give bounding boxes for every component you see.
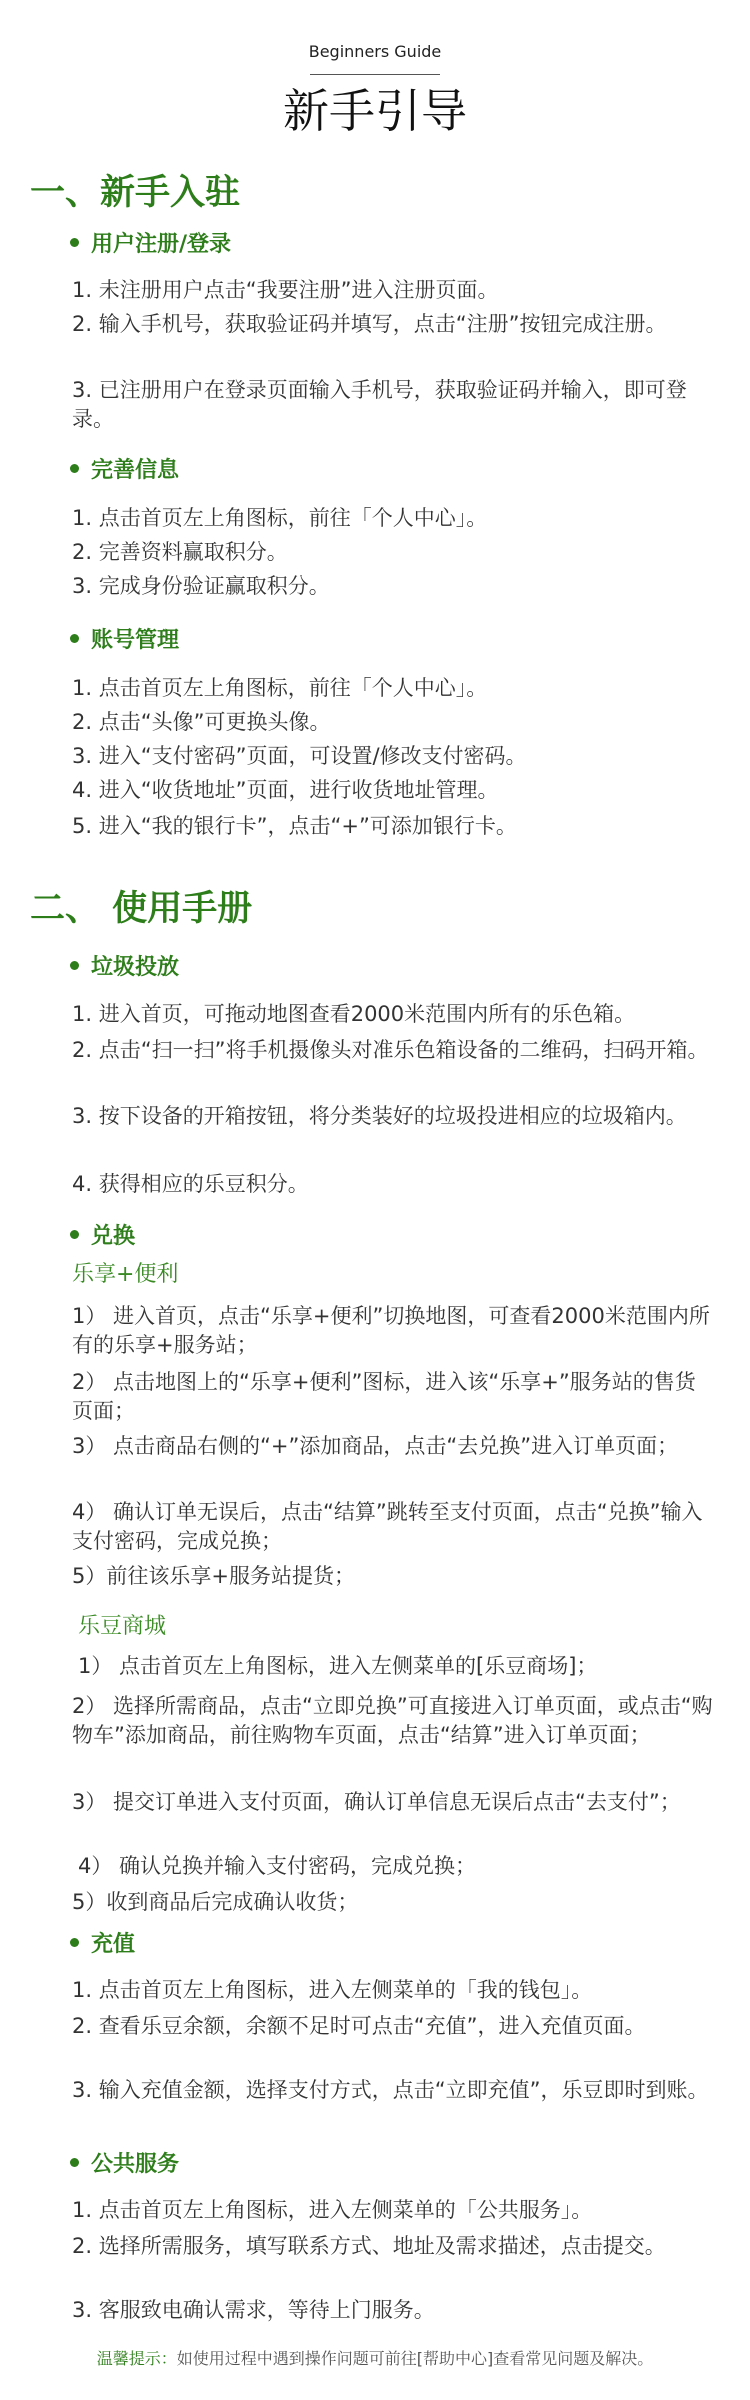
list-item: 1. 点击首页左上角图标，前往「个人中心」。 xyxy=(72,506,488,530)
page-title: 新手引导 xyxy=(283,84,467,138)
title-divider xyxy=(310,74,440,75)
list-item: 2. 点击“头像”可更换头像。 xyxy=(72,710,331,734)
list-item: 3. 进入“支付密码”页面，可设置/修改支付密码。 xyxy=(72,744,527,768)
list-item: 4. 进入“收货地址”页面，进行收货地址管理。 xyxy=(72,778,499,802)
subheading-profile-label: 完善信息 xyxy=(91,458,180,483)
subheading-ledou: 乐豆商城 xyxy=(78,1614,167,1639)
bullet-dot xyxy=(70,2158,79,2167)
tip-text: 如使用过程中遇到操作问题可前往[帮助中心]查看常见问题及解决。 xyxy=(176,2349,654,2368)
list-item: 4） 确认订单无误后，点击“结算”跳转至支付页面，点击“兑换”输入支付密码，完成兑换； xyxy=(72,1500,703,1553)
subheading-recharge-label: 充值 xyxy=(91,1932,136,1957)
subheading-recharge xyxy=(70,1930,135,1960)
subheading-public xyxy=(70,2150,179,2180)
list-item: 5）收到商品后完成确认收货； xyxy=(72,1890,359,1914)
section-heading-1: 一、新手入驻 xyxy=(30,173,241,213)
list-item: 1. 未注册用户点击“我要注册”进入注册页面。 xyxy=(72,278,499,302)
list-item: 1） 点击首页左上角图标，进入左侧菜单的[乐豆商场]； xyxy=(78,1654,598,1678)
list-item: 3. 已注册用户在登录页面输入手机号，获取验证码并输入，即可登录。 xyxy=(72,378,687,431)
list-item: 3. 客服致电确认需求，等待上门服务。 xyxy=(72,2298,435,2322)
list-item: 2. 选择所需服务，填写联系方式、地址及需求描述，点击提交。 xyxy=(72,2234,666,2258)
list-item: 2. 输入手机号，获取验证码并填写，点击“注册”按钮完成注册。 xyxy=(72,312,667,336)
list-item: 3. 完成身份验证赢取积分。 xyxy=(72,574,330,598)
subheading-register-label: 用户注册/登录 xyxy=(91,232,232,257)
bullet-dot xyxy=(70,1230,79,1239)
bullet-dot xyxy=(70,634,79,643)
list-item: 1. 点击首页左上角图标，前往「个人中心」。 xyxy=(72,676,488,700)
list-item: 3. 按下设备的开箱按钮，将分类装好的垃圾投进相应的垃圾箱内。 xyxy=(72,1104,687,1128)
subheading-register xyxy=(70,230,231,260)
list-item: 3. 输入充值金额，选择支付方式，点击“立即充值”，乐豆即时到账。 xyxy=(72,2078,709,2102)
list-item: 2. 查看乐豆余额，余额不足时可点击“充值”，进入充值页面。 xyxy=(72,2014,646,2038)
list-item: 1. 点击首页左上角图标，进入左侧菜单的「公共服务」。 xyxy=(72,2198,593,2222)
footer-tip xyxy=(0,2346,750,2369)
bullet-dot xyxy=(70,238,79,247)
list-item: 4. 获得相应的乐豆积分。 xyxy=(72,1172,309,1196)
list-item: 1. 进入首页，可拖动地图查看2000米范围内所有的乐色箱。 xyxy=(72,1002,636,1026)
list-item: 5. 进入“我的银行卡”，点击“+”可添加银行卡。 xyxy=(72,814,517,838)
list-item: 3） 提交订单进入支付页面，确认订单信息无误后点击“去支付”； xyxy=(72,1790,681,1814)
list-item: 2. 点击“扫一扫”将手机摄像头对准乐色箱设备的二维码，扫码开箱。 xyxy=(72,1038,709,1062)
subheading-exchange-label: 兑换 xyxy=(91,1224,136,1249)
list-item: 2） 选择所需商品，点击“立即兑换”可直接进入订单页面，或点击“购物车”添加商品，前往购物车页面，点击“结算”进入订单页面； xyxy=(72,1694,713,1747)
list-item: 2. 完善资料赢取积分。 xyxy=(72,540,288,564)
subtitle-en: Beginners Guide xyxy=(308,42,442,61)
list-item: 3） 点击商品右侧的“+”添加商品，点击“去兑换”进入订单页面； xyxy=(72,1434,679,1458)
subheading-garbage-label: 垃圾投放 xyxy=(91,955,180,980)
list-item: 4） 确认兑换并输入支付密码，完成兑换； xyxy=(78,1854,477,1878)
list-item: 1. 点击首页左上角图标，进入左侧菜单的「我的钱包」。 xyxy=(72,1978,593,2002)
list-item: 1） 进入首页，点击“乐享+便利”切换地图，可查看2000米范围内所有的乐享+服务站； xyxy=(72,1304,710,1357)
subheading-public-label: 公共服务 xyxy=(91,2152,180,2177)
subheading-garbage xyxy=(70,953,179,983)
subheading-profile xyxy=(70,456,179,486)
subheading-account xyxy=(70,626,179,656)
bullet-dot xyxy=(70,464,79,473)
bullet-dot xyxy=(70,1938,79,1947)
subheading-lexiang: 乐享+便利 xyxy=(72,1262,179,1287)
list-item: 2） 点击地图上的“乐享+便利”图标，进入该“乐享+”服务站的售货页面； xyxy=(72,1370,696,1423)
subheading-exchange xyxy=(70,1222,135,1252)
bullet-dot xyxy=(70,961,79,970)
list-item: 5）前往该乐享+服务站提货； xyxy=(72,1564,355,1588)
section-heading-2: 二、 使用手册 xyxy=(30,889,253,929)
tip-label: 温馨提示： xyxy=(96,2349,177,2368)
subheading-account-label: 账号管理 xyxy=(91,628,180,653)
